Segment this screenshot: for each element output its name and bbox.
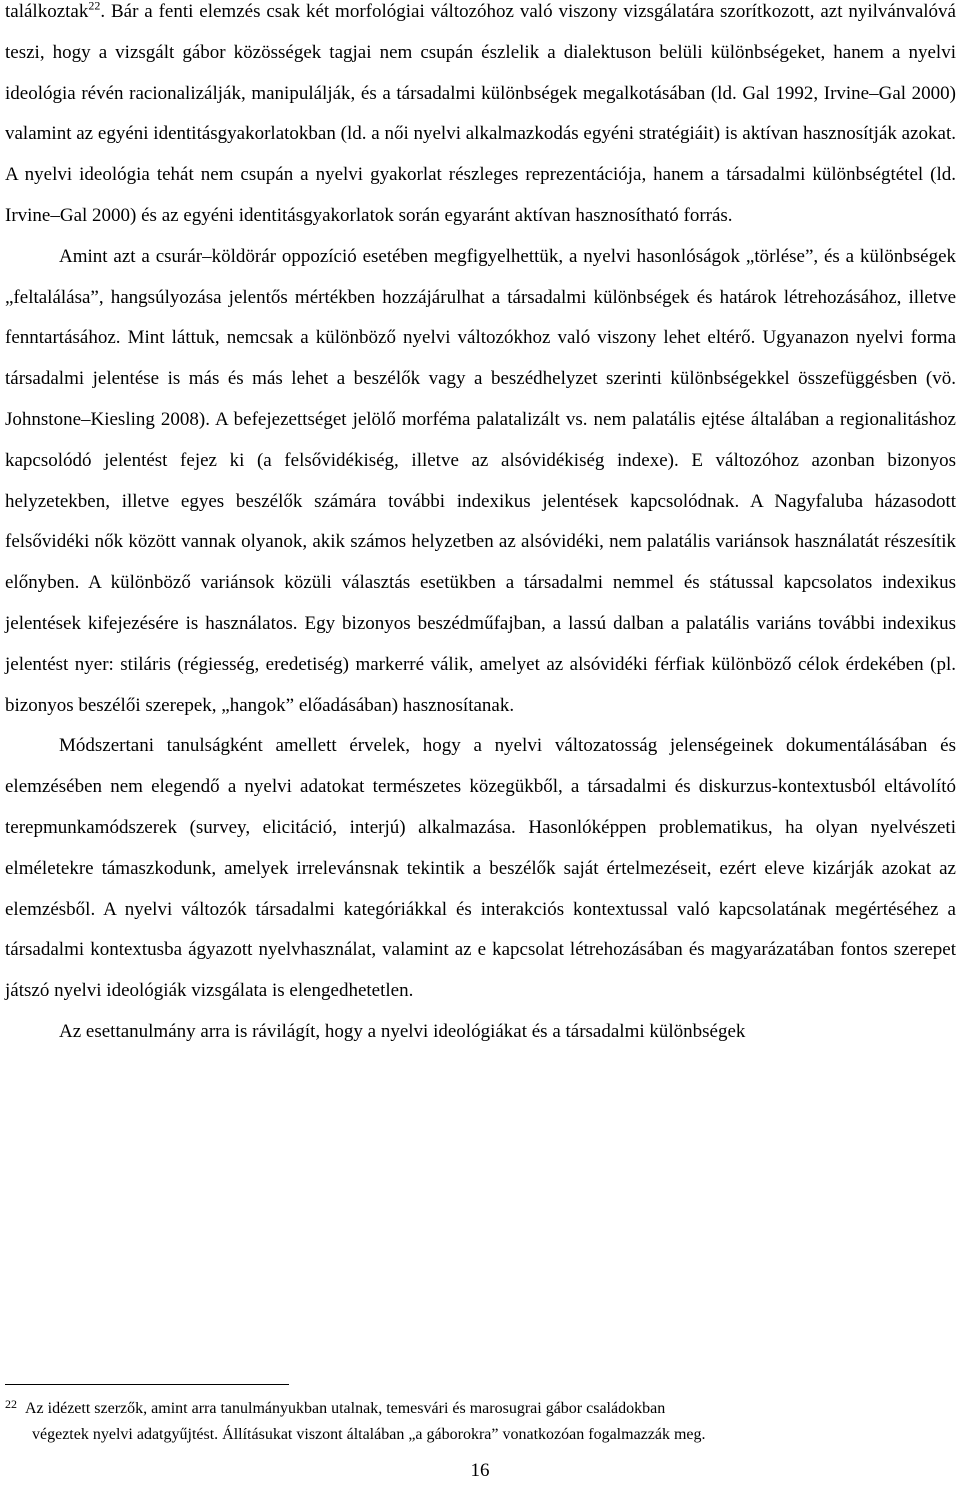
footnote-line-1 — [5, 1396, 956, 1422]
footnote-number: 22 — [5, 1397, 17, 1411]
footnote-separator — [5, 1384, 289, 1385]
paragraph-1-lead: találkoztak — [5, 1, 89, 22]
footnote — [5, 1396, 956, 1448]
footnote-text-1: Az idézett szerzők, amint arra tanulmányukban utalnak, temesvári és marosugrai gábor családokban — [25, 1400, 666, 1417]
footnote-reference[interactable]: 22 — [88, 0, 101, 13]
paragraph-4: Az esettanulmány arra is rávilágít, hogy a nyelvi ideológiákat és a társadalmi különbségek — [59, 1020, 746, 1042]
paragraph-1 — [5, 0, 956, 237]
paragraph-1-text: . Bár a fenti elemzés csak két morfológiai változóhoz való viszony vizsgálatára szorítkozott, azt nyilvánvalóvá teszi, hogy a vizsgált gábor közösségek tagjai nem csupán észlelik a dialektuson belüli különbségeket, hanem a nyelvi ideológia révén racionalizálják, manipulálják, és a társadalmi különbségek megalkotásában (ld. Gal 1992, Irvine–Gal 2000) valamint az egyéni identitásgyakorlatokban (ld. a női nyelvi alkalmazkodás egyéni stratégiáit) is aktívan hasznosítják azokat. A nyelvi ideológia tehát nem csupán a nyelvi gyakorlat részleges reprezentációja, hanem a társadalmi különbségtétel (ld. Irvine–Gal 2000) és az egyéni identitásgyakorlatok során egyaránt aktívan hasznosítható forrás. — [5, 1, 956, 226]
page-number: 16 — [470, 1460, 490, 1481]
page-body — [5, 0, 956, 1053]
paragraph-2: Amint azt a csurár–köldörár oppozíció esetében megfigyelhettük, a nyelvi hasonlóságok „törlése”, és a különbségek „feltalálása”, hangsúlyozása jelentős mértékben hozzájárulhat a társadalmi különbségek és határok létrehozásához, illetve fenntartásához. Mint láttuk, nemcsak a különböző nyelvi változókhoz való viszony lehet eltérő. Ugyanazon nyelvi forma társadalmi jelentése is más és más lehet a beszélők vagy a beszédhelyzet szerinti különbségekkel összefüggésben (vö. Johnstone–Kiesling 2008). A befejezettséget jelölő morféma palatalizált vs. nem palatális ejtése általában a regionalitáshoz kapcsolódó jelentést fejez ki (a felsővidékiség, illetve az alsóvidékiség indexe). E változóhoz azonban bizonyos helyzetekben, illetve egyes beszélők számára további indexikus jelentések kapcsolódnak. A Nagyfaluba házasodott felsővidéki nők között vannak olyanok, akik számos helyzetben az alsóvidéki, nem palatális variánsok használatát részesítik előnyben. A különböző variánsok közüli választás esetükben a társadalmi nemmel és státussal kapcsolatos indexikus jelentések kifejezésére is használatos. Egy bizonyos beszédműfajban, a lassú dalban a palatális variáns további indexikus jelentést nyer: stiláris (régiesség, eredetiség) markerré válik, amelyet az alsóvidéki férfiak különböző célok érdekében (pl. bizonyos beszélői szerepek, „hangok” előadásában) hasznosítanak. — [5, 245, 956, 716]
paragraph-3: Módszertani tanulságként amellett érvelek, hogy a nyelvi változatosság jelenségeinek dokumentálásában és elemzésében nem elegendő a nyelvi adatokat természetes közegükből, a társadalmi és diskurzus-kontextusból eltávolító terepmunkamódszerek (survey, elicitáció, interjú) alkalmazása. Hasonlóképpen problematikus, ha olyan nyelvészeti elméletekre támaszkodunk, amelyek irrelevánsnak tekintik a beszélők saját értelmezéseit, ezért eleve kizárják azokat az elemzésből. A nyelvi változók társadalmi kategóriákkal és interakciós kontextussal való kapcsolatának megértéséhez a társadalmi kontextusba ágyazott nyelvhasználat, valamint az e kapcsolat létrehozásában és magyarázatában fontos szerepet játszó nyelvi ideológiák vizsgálata is elengedhetetlen. — [5, 735, 956, 1002]
footnote-text-2: végeztek nyelvi adatgyűjtést. Állításukat viszont általában „a gáborokra” vonatkozóan fogalmazzák meg. — [32, 1426, 706, 1443]
